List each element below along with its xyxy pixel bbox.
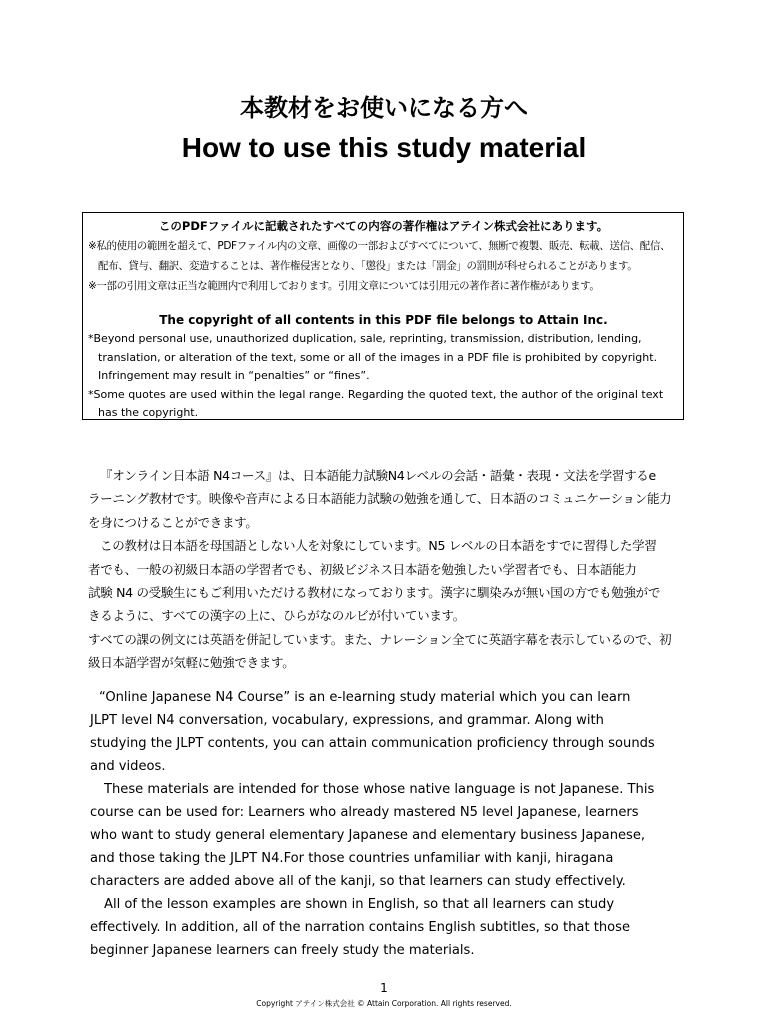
body-line: JLPT level N4 conversation, vocabulary, expressions, and grammar. Along with [90,713,604,728]
body-line: All of the lesson examples are shown in English, so that all learners can study [104,897,615,912]
notice-japanese-line: 配布、貸与、翻訳、変造することは、著作権侵害となり、「懲役」または「罰金」の罰則が科せられることがあります。 [98,260,638,272]
copyright-notice-box [82,212,684,420]
body-line: beginner Japanese learners can freely study the materials. [90,943,475,958]
body-line: 者でも、一般の初級日本語の学習者でも、初級ビジネス日本語を勉強したい学習者でも、日本語能力 [88,561,637,577]
body-line: and videos. [90,759,166,774]
body-line: “Online Japanese N4 Course” is an e-learning study material which you can learn [99,690,631,705]
notice-english-line: Infringement may result in “penalties” or “fines”. [98,369,370,382]
notice-japanese-line: ※一部の引用文章は正当な範囲内で利用しております。引用文章については引用元の著作者に著作権があります。 [88,280,600,292]
japanese-introduction [88,464,678,675]
body-line: studying the JLPT contents, you can attain communication proficiency through sounds [90,736,655,751]
body-line: effectively. In addition, all of the narration contains English subtitles, so that those [90,920,631,935]
body-line: characters are added above all of the kanji, so that learners can study effectively. [90,874,626,889]
page-title-japanese: 本教材をお使いになる方へ [240,94,528,122]
body-line: and those taking the JLPT N4.For those countries unfamiliar with kanji, hiragana [90,851,614,866]
page-number: 1 [380,981,388,995]
body-line: who want to study general elementary Japanese and elementary business Japanese, [90,828,646,843]
copyright-footer: Copyright アテイン株式会社 © Attain Corporation. All rights reserved. [256,999,512,1008]
body-line: きるように、すべての漢字の上に、ひらがなのルビが付いています。 [88,608,465,624]
notice-english-line: has the copyright. [98,406,199,419]
english-introduction [90,686,690,962]
notice-english-line: *Beyond personal use, unauthorized duplication, sale, reprinting, transmission, distribution, lending, [88,332,642,345]
body-line: 試験 N4 の受験生にもご利用いただける教材になっております。漢字に馴染みが無い国の方でも勉強がで [88,585,661,601]
body-line: すべての課の例文には英語を併記しています。また、ナレーション全てに英語字幕を表示しているので、初 [88,631,672,647]
body-line: ラーニング教材です。映像や音声による日本語能力試験の勉強を通して、日本語のコミュニケーション能力 [88,491,672,507]
notice-english-line: *Some quotes are used within the legal range. Regarding the quoted text, the author of the original text [88,387,664,401]
copyright-heading-japanese: このPDFファイルに記載されたすべての内容の著作権はアテイン株式会社にあります。 [158,219,609,233]
body-line: を身につけることができます。 [88,514,258,530]
page-title-english: How to use this study material [181,132,587,163]
body-line: 級日本語学習が気軽に勉強できます。 [88,655,295,671]
body-line: These materials are intended for those whose native language is not Japanese. This [104,782,655,797]
notice-english-line: translation, or alteration of the text, some or all of the images in a PDF file is prohibited by copyright. [98,350,658,364]
copyright-heading-english: The copyright of all contents in this PDF file belongs to Attain Inc. [159,313,608,327]
body-line: この教材は日本語を母国語としない人を対象にしています。N5 レベルの日本語をすでに習得した学習 [100,538,657,554]
notice-japanese-line: ※私的使用の範囲を超えて、PDFファイル内の文章、画像の一部およびすべてについて、無断で複製、販売、転載、送信、配信、 [88,240,671,252]
body-line: 『オンライン日本語 N4コース』は、日本語能力試験N4レベルの会話・語彙・表現・文法を学習するe [100,468,656,483]
body-line: course can be used for: Learners who already mastered N5 level Japanese, learners [90,805,639,820]
